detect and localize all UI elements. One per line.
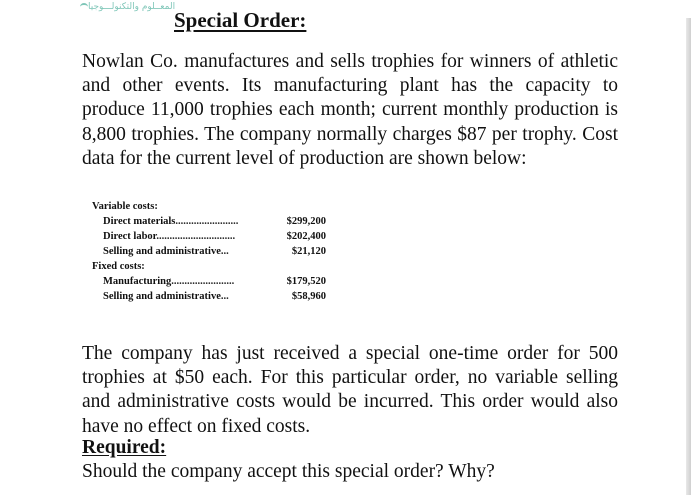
- watermark-text: المعــلوم والتكنولـــوجيا: [88, 2, 176, 12]
- dot-leader: ........................: [171, 276, 235, 287]
- required-heading: Required:: [82, 437, 167, 458]
- dot-leader: ..............................: [156, 231, 236, 242]
- fixed-costs-heading-label: Fixed costs:: [92, 261, 145, 272]
- question-text: Should the company accept this special order? Why?: [82, 461, 495, 482]
- fixed-costs-heading: [92, 259, 332, 274]
- cost-table: [92, 199, 332, 304]
- variable-costs-heading-label: Variable costs:: [92, 201, 158, 212]
- cost-row-fixed-selling-admin: [92, 289, 332, 304]
- dot-leader: ........................: [175, 216, 239, 227]
- cost-label: Manufacturing: [103, 276, 172, 287]
- page-title: Special Order:: [174, 8, 307, 32]
- variable-costs-heading: [92, 199, 332, 214]
- cost-amount: $179,520: [286, 276, 326, 287]
- cost-row-direct-materials: [92, 214, 332, 229]
- watermark-logo: [78, 2, 175, 12]
- dot-leader: ...: [220, 291, 229, 302]
- intro-paragraph: Nowlan Co. manufactures and sells trophies for winners of athletic and other events. Its manufacturing plant has the capacity to produce 11,000 trophies each month; current monthly production is 8,800 trophies. The company normally charges $87 per trophy. Cost data for the current level of production are shown below:: [82, 51, 618, 169]
- cost-label: Direct labor: [103, 231, 157, 242]
- cost-row-variable-selling-admin: [92, 244, 332, 259]
- cost-label: Selling and administrative: [103, 291, 221, 302]
- cost-label: Selling and administrative: [103, 246, 221, 257]
- page-edge-shadow: [686, 18, 691, 495]
- cost-amount: $21,120: [291, 246, 326, 257]
- cost-amount: $202,400: [286, 231, 326, 242]
- cost-row-direct-labor: [92, 229, 332, 244]
- cost-amount: $58,960: [291, 291, 326, 302]
- cost-row-manufacturing: [92, 274, 332, 289]
- dot-leader: ...: [220, 246, 229, 257]
- cost-label: Direct materials: [103, 216, 176, 227]
- cost-amount: $299,200: [286, 216, 326, 227]
- logo-arc-icon: [80, 3, 88, 11]
- offer-paragraph: The company has just received a special one-time order for 500 trophies at $50 each. For this particular order, no variable selling and administrative costs would be incurred. This order would also have no effect on fixed costs.: [82, 343, 618, 437]
